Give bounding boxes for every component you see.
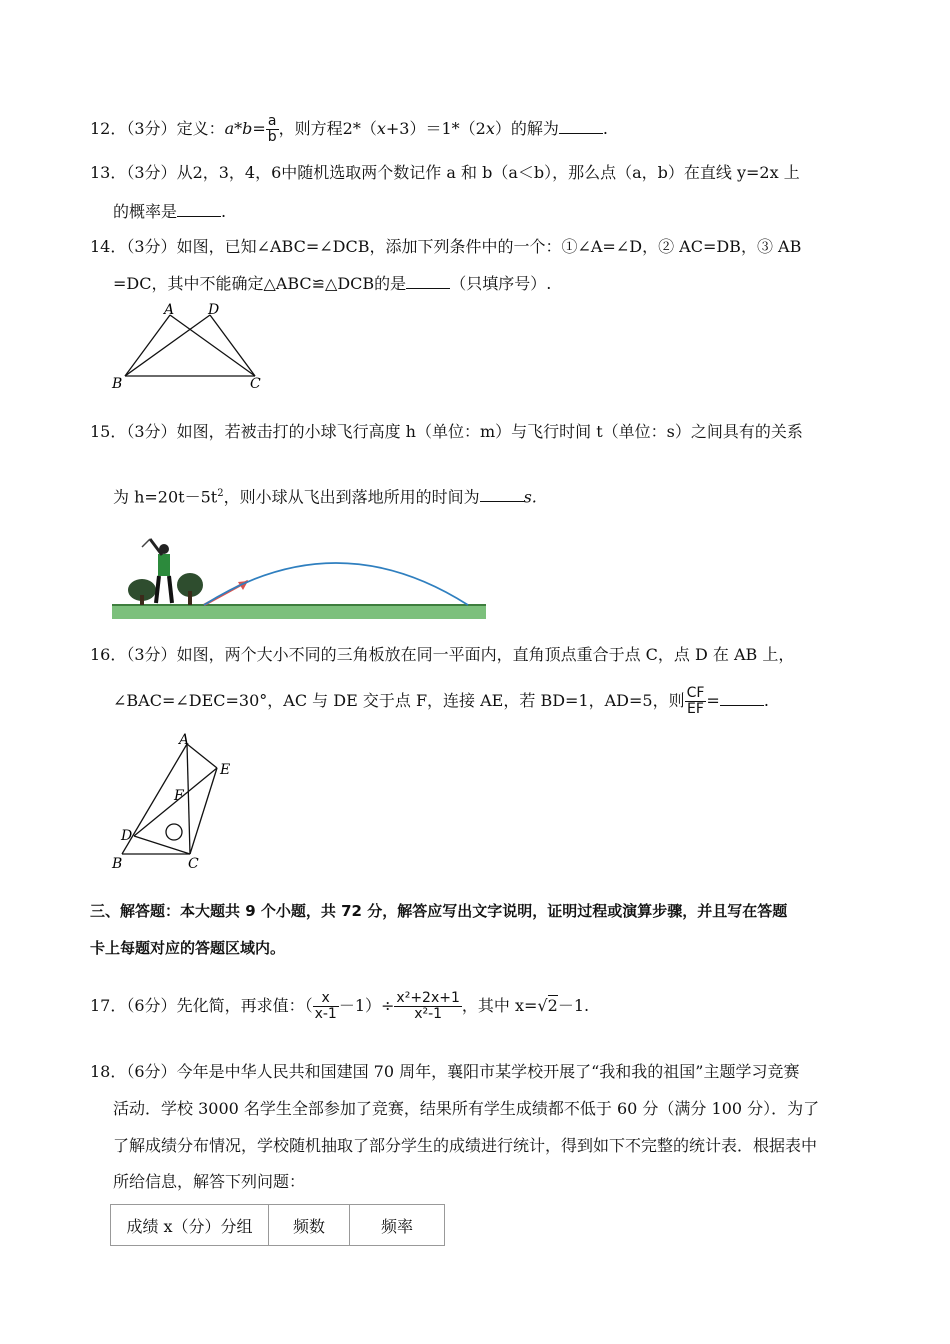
table-header-row: [111, 1205, 445, 1246]
label-A: A: [179, 732, 190, 748]
trajectory-arc: [204, 563, 468, 605]
q14-line1: 14．（3分）如图，已知∠ABC=∠DCB，添加下列条件中的一个：①∠A=∠D，② AC=DB，③ AB: [90, 237, 802, 256]
q12-line: 12．（3分）定义：a*b= $\frac{a}{b}$ ，则方程2*（x+3）＝1*（2x）的解为 .: [90, 113, 608, 145]
q17-fraction-2: $\frac{\text{x²+2x+1}}{\text{x²-1}}$: [396, 990, 460, 1022]
tree-icon: [177, 573, 203, 605]
section3-heading-line1: 三、解答题：本大题共 9 个小题，共 72 分，解答应写出文字说明，证明过程或演算步骤，并且写在答题: [90, 902, 788, 920]
q14-triangle-figure: [110, 300, 280, 395]
q18-line1: 18．（6分）今年是中华人民共和国建国 70 周年，襄阳市某学校开展了“我和我的祖国”主题学习竞赛: [90, 1062, 800, 1081]
q12-fraction: $\frac{a}{b}$: [267, 113, 277, 145]
q17-fraction-1: $\frac{x}{x-1}$: [314, 990, 337, 1022]
q13-line2: 的概率是 .: [113, 202, 227, 221]
label-F: F: [174, 788, 184, 804]
q15-golf-figure: [112, 535, 488, 621]
label-D: D: [208, 302, 220, 318]
table-header-cell: 频率: [350, 1205, 445, 1246]
sqrt-symbol: √: [537, 996, 548, 1015]
q18-line4: 所给信息，解答下列问题：: [113, 1172, 306, 1191]
answer-blank[interactable]: [406, 274, 450, 289]
table-header-cell: 频数: [269, 1205, 350, 1246]
q15-line2: 为 $h=20t-5t^2$，则小球从飞出到落地所用的时间为 s.: [113, 487, 537, 507]
tree-icon: [128, 579, 156, 605]
q15-line1: 15．（3分）如图，若被击打的小球飞行高度 h（单位：m）与飞行时间 t（单位：s）之间具有的关系: [90, 422, 803, 441]
label-E: E: [220, 762, 231, 778]
q16-line2: ∠BAC=∠DEC=30°，AC 与 DE 交于点 F，连接 AE，若 BD=1，AD=5，则 $\frac{CF}{EF}$ = .: [113, 685, 769, 717]
q16-fraction: $\frac{CF}{EF}$: [686, 685, 705, 717]
q14-line2: =DC，其中不能确定△ABC≌△DCB的是 （只填序号）.: [113, 274, 552, 293]
q18-line2: 活动．学校 3000 名学生全部参加了竞赛，结果所有学生成绩都不低于 60 分（满分 100 分）．为了: [113, 1099, 820, 1118]
label-C: C: [250, 376, 261, 392]
q17-line: 17．（6分）先化简，再求值：（ $\frac{x}{x-1}$ －1）÷ $\frac{\text{x²+2x+1}}{\text{x²-1}}$ ，其中 x=√2－1.: [90, 990, 590, 1022]
q16-triangle-figure: [112, 732, 252, 872]
answer-blank[interactable]: [177, 202, 221, 217]
q13-line1: 13．（3分）从2，3，4，6中随机选取两个数记作 a 和 b（a＜b），那么点（a，b）在直线 y=2x 上: [90, 163, 800, 182]
label-D: D: [121, 828, 133, 844]
answer-blank[interactable]: [480, 487, 524, 502]
section3-heading-line2: 卡上每题对应的答题区域内。: [90, 939, 286, 957]
q18-line3: 了解成绩分布情况，学校随机抽取了部分学生的成绩进行统计，得到如下不完整的统计表．根据表中: [113, 1136, 818, 1155]
label-A: A: [164, 302, 175, 318]
label-B: B: [112, 376, 123, 392]
score-table: [110, 1204, 445, 1246]
q16-line1: 16．（3分）如图，两个大小不同的三角板放在同一平面内，直角顶点重合于点 C，点 D 在 AB 上，: [90, 645, 795, 664]
table-header-cell: 成绩 x（分）分组: [111, 1205, 269, 1246]
label-B: B: [112, 856, 123, 872]
grass-strip: [112, 605, 486, 619]
answer-blank[interactable]: [559, 119, 603, 134]
answer-blank[interactable]: [720, 691, 764, 706]
label-C: C: [188, 856, 199, 872]
